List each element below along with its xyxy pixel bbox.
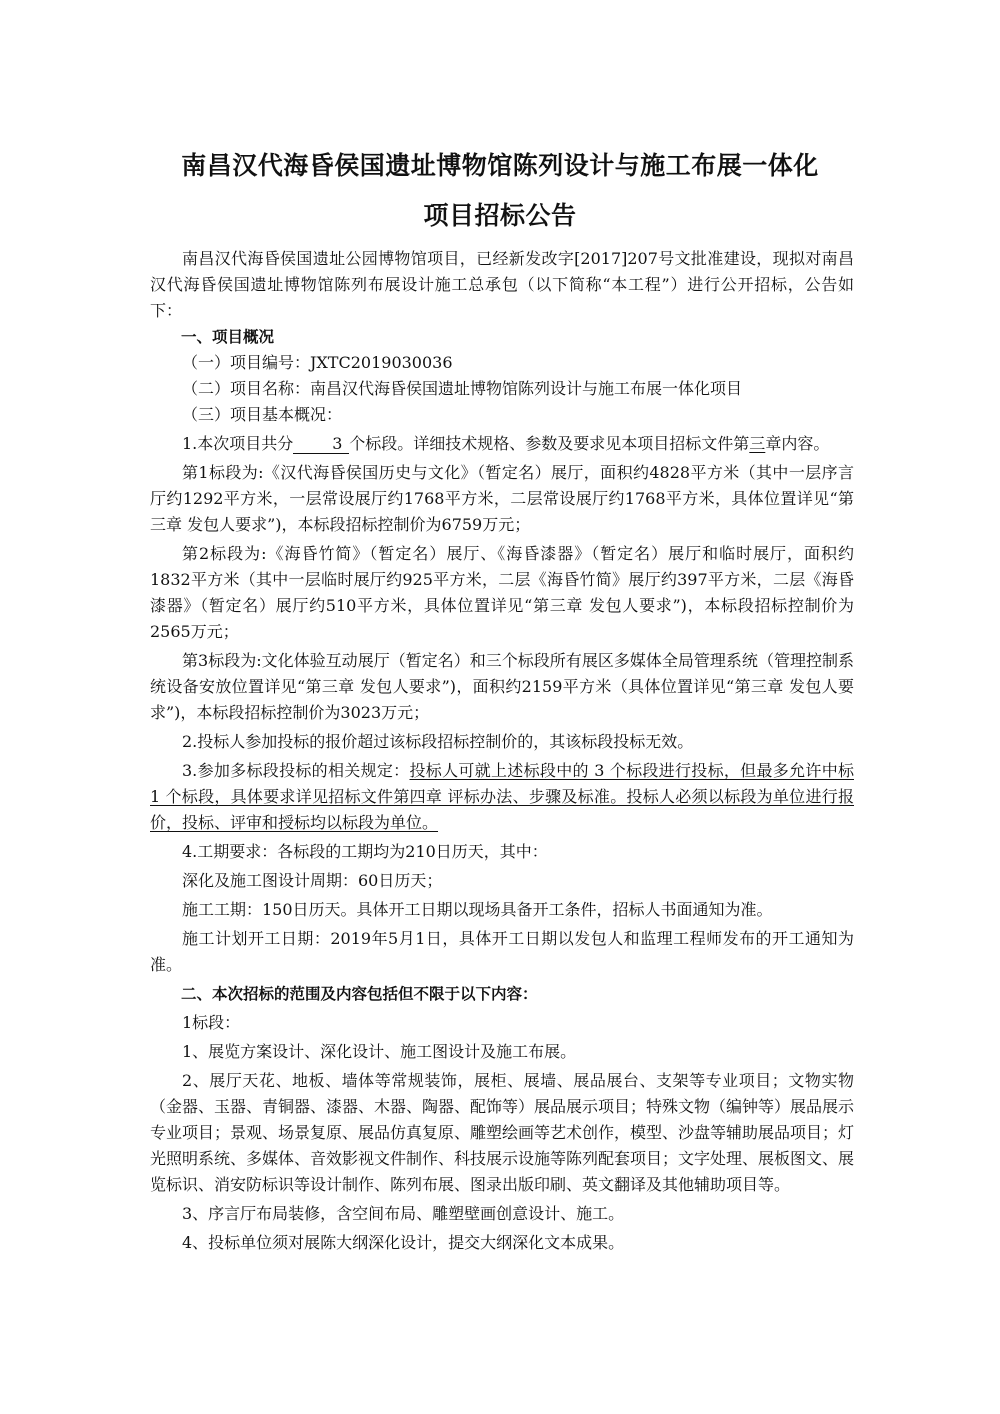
price-limit-paragraph: 2.投标人参加投标的报价超过该标段招标控制价的，其该标段投标无效。 [182,732,694,751]
design-period: 深化及施工图设计周期：60日历天； [182,871,443,890]
document-body [150,246,854,1256]
scope-item-1: 1、展览方案设计、深化设计、施工图设计及施工布展。 [182,1042,577,1061]
lot-count-value: 3 [293,435,349,454]
document-title-line2: 项目招标公告 [423,201,577,230]
lot-count-middle: 个标段。详细技术规格、参数及要求见本项目招标文件第 [349,434,750,453]
multi-lot-rules: 投标人可就上述标段中的 3 个标段进行投标，但最多允许中标 1 个标段，具体要求详见招标文件第四章 评标办法、步骤及标准。投标人必须以标段为单位进行报价，投标、评审和授标均以标段为单位。 [150,761,854,832]
project-name: （二）项目名称：南昌汉代海昏侯国遗址博物馆陈列设计与施工布展一体化项目 [182,379,743,398]
construction-period: 施工工期：150日历天。具体开工日期以现场具备开工条件，招标人书面通知为准。 [182,900,773,919]
lot1-paragraph: 第1标段为:《汉代海昏侯国历史与文化》（暂定名）展厅，面积约4828平方米（其中一层序言厅约1292平方米，一层常设展厅约1768平方米，二层常设展厅约1768平方米，具体位置详见“第三章 发包人要求”)，本标段招标控制价为6759万元； [150,463,854,534]
scope-item-4: 4、投标单位须对展陈大纲深化设计，提交大纲深化文本成果。 [182,1233,625,1252]
lot1-scope-label: 1标段： [182,1013,241,1032]
lot3-paragraph: 第3标段为:文化体验互动展厅（暂定名）和三个标段所有展区多媒体全局管理系统（管理控制系统设备安放位置详见“第三章 发包人要求”)，面积约2159平方米（具体位置详见“第三章 发包人要求”)，本标段招标控制价为3023万元； [150,651,854,722]
scope-item-3: 3、序言厅布局装修，含空间布局、雕塑壁画创意设计、施工。 [182,1204,625,1223]
chapter-number: 三 [749,434,766,453]
document-title-line1: 南昌汉代海昏侯国遗址博物馆陈列设计与施工布展一体化 [181,151,819,180]
lot-count-suffix: 章内容。 [765,434,830,453]
planned-start-date: 施工计划开工日期：2019年5月1日，具体开工日期以发包人和监理工程师发布的开工通知为准。 [150,929,854,974]
lot-count-paragraph [150,431,854,457]
section2-heading: 二、本次招标的范围及内容包括但不限于以下内容： [181,985,538,1003]
multi-lot-paragraph [150,758,854,836]
project-number: （一）项目编号：JXTC2019030036 [182,353,453,372]
schedule-paragraph: 4.工期要求：各标段的工期均为210日历天，其中： [182,842,548,861]
multi-lot-prefix: 3.参加多标段投标的相关规定： [182,761,410,780]
lot2-paragraph: 第2标段为:《海昏竹简》（暂定名）展厅、《海昏漆器》（暂定名）展厅和临时展厅，面积约1832平方米（其中一层临时展厅约925平方米，二层《海昏竹简》展厅约397平方米，二层《海昏漆器》（暂定名）展厅约510平方米，具体位置详见“第三章 发包人要求”)，本标段招标控制价为2565万元； [150,544,854,641]
scope-item-2: 2、展厅天花、地板、墙体等常规装饰，展柜、展墙、展品展台、支架等专业项目；文物实物（金器、玉器、青铜器、漆器、木器、陶器、配饰等）展品展示项目；特殊文物（编钟等）展品展示专业项目；景观、场景复原、展品仿真复原、雕塑绘画等艺术创作，模型、沙盘等辅助展品项目；灯光照明系统、多媒体、音效影视文件制作、科技展示设施等陈列配套项目；文字处理、展板图文、展览标识、消安防标识等设计制作、陈列布展、图录出版印刷、英文翻译及其他辅助项目等。 [150,1071,855,1194]
project-overview-label: （三）项目基本概况： [182,405,343,424]
intro-paragraph: 南昌汉代海昏侯国遗址公园博物馆项目，已经新发改字[2017]207号文批准建设，现拟对南昌汉代海昏侯国遗址博物馆陈列布展设计施工总承包（以下简称“本工程”）进行公开招标，公告如下： [150,249,854,320]
lot-count-prefix: 1.本次项目共分 [182,434,294,453]
section1-heading: 一、项目概况 [181,328,275,346]
